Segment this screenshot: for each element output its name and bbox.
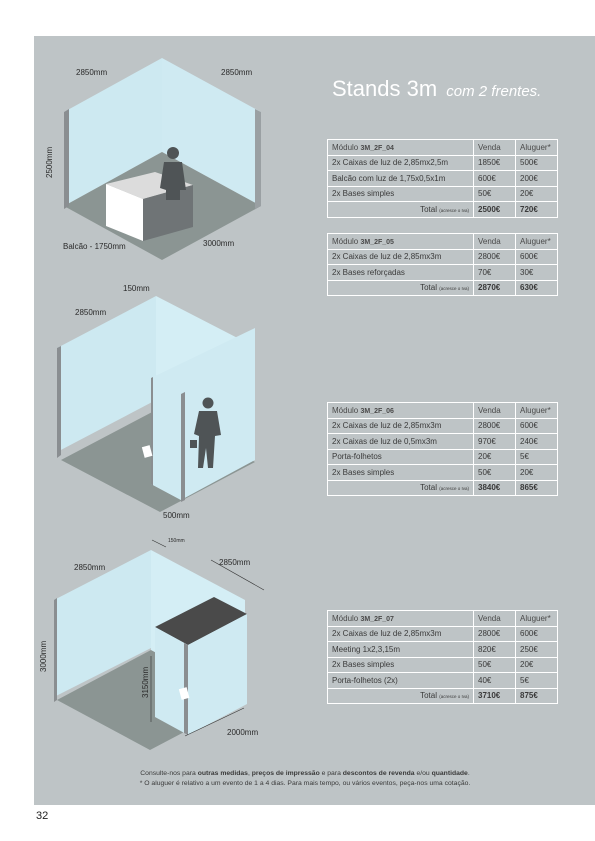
item-cell: Meeting 1x2,3,15m	[328, 642, 474, 658]
table-row	[328, 249, 558, 265]
rent-cell: 250€	[516, 642, 558, 658]
sale-cell: 820€	[474, 642, 516, 658]
table-header-row	[328, 140, 558, 156]
table-3m-2f-04	[327, 139, 558, 218]
item-cell: 2x Bases reforçadas	[328, 265, 474, 281]
module-label: Módulo	[332, 405, 359, 415]
col-sale-header: Venda	[474, 234, 516, 250]
module-code: 3M_2F_04	[360, 144, 394, 152]
item-cell: 2x Caixas de luz de 2,85mx2,5m	[328, 155, 474, 171]
module-cell	[328, 140, 474, 156]
item-cell: 2x Caixas de luz de 2,85mx3m	[328, 418, 474, 434]
module-label: Módulo	[332, 613, 359, 623]
col-rent-header: Aluguer*	[516, 140, 558, 156]
total-sale-cell: 2500€	[474, 202, 516, 218]
rent-cell: 200€	[516, 171, 558, 187]
stand-07-illustration	[39, 538, 264, 750]
title-subtitle: com 2 frentes.	[446, 83, 542, 100]
table-total-row	[328, 688, 558, 704]
module-cell	[328, 403, 474, 419]
table-3m-2f-07	[327, 610, 558, 704]
total-label-cell	[328, 688, 474, 704]
table-3m-2f-05	[327, 233, 558, 296]
footer-emphasis: descontos de revenda	[342, 770, 415, 777]
sale-cell: 2800€	[474, 249, 516, 265]
sale-cell: 600€	[474, 171, 516, 187]
table-total-row	[328, 480, 558, 496]
module-code: 3M_2F_07	[360, 615, 394, 623]
sale-cell: 50€	[474, 657, 516, 673]
total-rent-cell: 630€	[516, 280, 558, 296]
stand-04-dim-height: 2500mm	[45, 146, 54, 178]
module-code: 3M_2F_05	[360, 238, 394, 246]
item-cell: 2x Bases simples	[328, 657, 474, 673]
table-total-row	[328, 280, 558, 296]
total-sale-cell: 3710€	[474, 688, 516, 704]
rent-cell: 20€	[516, 186, 558, 202]
stand-04-dim-counter: Balcão - 1750mm	[63, 242, 126, 251]
table-header-row	[328, 611, 558, 627]
footer-contact-line	[60, 770, 550, 777]
stand-07-dim-thickness: 150mm	[168, 538, 185, 544]
table-row	[328, 418, 558, 434]
footer-emphasis: preços de impressão	[251, 770, 320, 777]
item-cell: 2x Caixas de luz de 2,85mx3m	[328, 626, 474, 642]
table-3m-2f-06	[327, 402, 558, 496]
footer-emphasis: outras medidas	[197, 770, 248, 777]
rent-cell: 600€	[516, 249, 558, 265]
total-label: Total	[420, 204, 437, 214]
footer-text: .	[467, 770, 470, 777]
sale-cell: 70€	[474, 265, 516, 281]
total-rent-cell: 720€	[516, 202, 558, 218]
footer-text: ,	[247, 770, 252, 777]
total-label-cell	[328, 202, 474, 218]
sale-cell: 1850€	[474, 155, 516, 171]
table-row	[328, 465, 558, 481]
sale-cell: 40€	[474, 673, 516, 689]
total-label-cell	[328, 480, 474, 496]
stand-illustrations	[34, 36, 274, 776]
total-note: (acresce o Iva)	[439, 207, 469, 213]
sale-cell: 2800€	[474, 626, 516, 642]
total-rent-cell: 865€	[516, 480, 558, 496]
total-sale-cell: 3840€	[474, 480, 516, 496]
sale-cell: 970€	[474, 434, 516, 450]
stand-07-dim-width-left: 2850mm	[74, 563, 106, 572]
rent-cell: 600€	[516, 418, 558, 434]
stand-04-dim-width-right: 2850mm	[221, 68, 253, 77]
module-code: 3M_2F_06	[360, 407, 394, 415]
stand-06-illustration	[57, 284, 255, 520]
stand-04-illustration	[45, 58, 261, 260]
item-cell: 2x Caixas de luz de 2,85mx3m	[328, 249, 474, 265]
stand-04-dim-width-left: 2850mm	[76, 68, 108, 77]
table-row	[328, 186, 558, 202]
table-row	[328, 642, 558, 658]
col-rent-header: Aluguer*	[516, 234, 558, 250]
col-sale-header: Venda	[474, 140, 516, 156]
footer-rental-note: * O aluguer é relativo a um evento de 1 a 4 dias. Para mais tempo, ou vários eventos, peça-nos uma cotação.	[139, 780, 471, 787]
col-sale-header: Venda	[474, 403, 516, 419]
table-row	[328, 171, 558, 187]
rent-cell: 600€	[516, 626, 558, 642]
page-title	[332, 76, 541, 102]
module-label: Módulo	[332, 236, 359, 246]
total-note: (acresce o Iva)	[439, 486, 469, 492]
sale-cell: 50€	[474, 465, 516, 481]
stand-07-dim-height: 3000mm	[39, 640, 48, 672]
rent-cell: 30€	[516, 265, 558, 281]
page-number: 32	[36, 810, 49, 822]
table-row	[328, 626, 558, 642]
footer-text: e/ou	[414, 770, 432, 777]
table-header-row	[328, 234, 558, 250]
stand-04-dim-depth: 3000mm	[203, 239, 235, 248]
title-main: Stands 3m	[332, 76, 438, 101]
table-total-row	[328, 202, 558, 218]
table-row	[328, 434, 558, 450]
table-row	[328, 155, 558, 171]
item-cell: Porta-folhetos (2x)	[328, 673, 474, 689]
stand-06-dim-width: 2850mm	[75, 308, 107, 317]
rent-cell: 20€	[516, 657, 558, 673]
rent-cell: 20€	[516, 465, 558, 481]
col-sale-header: Venda	[474, 611, 516, 627]
footer-text: Consulte-nos para	[140, 770, 198, 777]
table-row	[328, 673, 558, 689]
item-cell: Porta-folhetos	[328, 449, 474, 465]
stand-07-dim-width-right: 2850mm	[219, 558, 251, 567]
table-row	[328, 657, 558, 673]
module-cell	[328, 234, 474, 250]
total-label: Total	[420, 283, 437, 293]
total-sale-cell: 2870€	[474, 280, 516, 296]
item-cell: 2x Bases simples	[328, 186, 474, 202]
item-cell: Balcão com luz de 1,75x0,5x1m	[328, 171, 474, 187]
total-label: Total	[420, 691, 437, 701]
stand-07-dim-depth: 2000mm	[227, 728, 259, 737]
total-note: (acresce o Iva)	[439, 694, 469, 700]
rent-cell: 500€	[516, 155, 558, 171]
rent-cell: 240€	[516, 434, 558, 450]
sale-cell: 2800€	[474, 418, 516, 434]
module-label: Módulo	[332, 142, 359, 152]
total-note: (acresce o Iva)	[439, 286, 469, 292]
module-cell	[328, 611, 474, 627]
total-rent-cell: 875€	[516, 688, 558, 704]
table-row	[328, 449, 558, 465]
sale-cell: 20€	[474, 449, 516, 465]
rent-cell: 5€	[516, 449, 558, 465]
footer-emphasis: quantidade	[431, 770, 468, 777]
stand-06-dim-bottom: 500mm	[163, 511, 190, 520]
rent-cell: 5€	[516, 673, 558, 689]
table-header-row	[328, 403, 558, 419]
item-cell: 2x Caixas de luz de 0,5mx3m	[328, 434, 474, 450]
footer-text: e para	[319, 770, 343, 777]
total-label: Total	[420, 483, 437, 493]
sale-cell: 50€	[474, 186, 516, 202]
col-rent-header: Aluguer*	[516, 403, 558, 419]
table-row	[328, 265, 558, 281]
total-label-cell	[328, 280, 474, 296]
col-rent-header: Aluguer*	[516, 611, 558, 627]
item-cell: 2x Bases simples	[328, 465, 474, 481]
stand-07-dim-inner-height: 3150mm	[141, 666, 150, 698]
stand-06-dim-top-thickness: 150mm	[123, 284, 150, 293]
